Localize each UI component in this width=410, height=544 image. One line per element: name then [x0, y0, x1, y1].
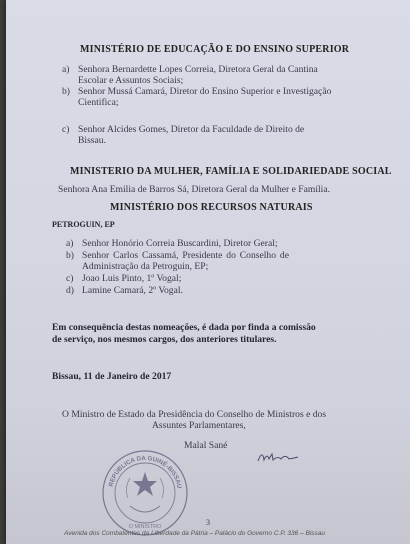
page-number: 3: [206, 518, 210, 527]
document-date: Bissau, 11 de Janeiro de 2017: [52, 371, 172, 382]
appointment-line: Senhora Ana Emilia de Barros Sá, Diretora Geral da Mulher e Família.: [58, 184, 331, 195]
list-item-letter: c): [62, 124, 70, 135]
section-header-natural-resources: MINISTÉRIO DOS RECURSOS NATURAIS: [110, 202, 313, 213]
list-item-line: Cientifica;: [78, 97, 119, 108]
handwritten-signature: [256, 451, 300, 465]
list-item-letter: d): [66, 285, 74, 296]
list-item-letter: c): [66, 273, 74, 284]
list-item-line: Lamine Camará, 2º Vogal.: [82, 285, 183, 296]
list-item-letter: b): [62, 86, 70, 97]
svg-text:REPÚBLICA DA GUINÉ-BISSAU: REPÚBLICA DA GUINÉ-BISSAU: [107, 454, 183, 490]
list-item-line: Senhor Alcides Gomes, Diretor da Faculdade de Direito de: [78, 124, 305, 135]
svg-text:O MINISTRO: O MINISTRO: [128, 524, 162, 530]
list-item-line: Senhor Carlos Cassamá, Presidente do Conselho de: [82, 250, 289, 261]
list-item-line: Senhora Bernardette Lopes Correia, Diretora Geral da Cantina: [78, 64, 318, 75]
list-item-line: Administração da Petroguin, EP;: [82, 261, 209, 272]
list-item-line: Joao Luis Pinto, 1º Vogal;: [82, 273, 182, 284]
list-item-letter: b): [66, 250, 74, 261]
subheader-petroguin: PETROGUIN, EP: [52, 220, 115, 229]
section-header-women: MINISTERIO DA MULHER, FAMÍLIA E SOLIDARIEDADE SOCIAL: [70, 166, 392, 177]
signatory-name: Malal Sané: [184, 440, 228, 451]
list-item-letter: a): [62, 64, 70, 75]
list-item-line: Bissau.: [78, 135, 106, 146]
conclusion-line: de serviço, nos mesmos cargos, dos anteriores titulares.: [52, 334, 277, 345]
list-item-line: Senhor Mussá Camará, Diretor do Ensino Superior e Investigação: [78, 86, 332, 97]
section-header-education: MINISTÉRIO DE EDUCAÇÃO E DO ENSINO SUPERIOR: [80, 44, 350, 55]
list-item-letter: a): [66, 238, 74, 249]
list-item-line: Escolar e Assuntos Sociais;: [78, 75, 184, 86]
signatory-line: O Ministro de Estado da Presidência do Conselho de Ministros e dos: [62, 409, 327, 420]
conclusion-line: Em consequência destas nomeações, é dada por finda a comissão: [52, 322, 316, 333]
official-seal-stamp: [100, 448, 190, 538]
list-item-line: Senhor Honório Correia Buscardini, Diretor Geral;: [82, 238, 278, 249]
document-page: [6, 0, 410, 544]
signatory-line: Assuntes Parlamentares,: [152, 420, 246, 431]
page-footer: Avenida dos Combatentes da Liberdade da Pátria – Palácio do Governo C.P. 336 – Bissau: [64, 530, 326, 537]
